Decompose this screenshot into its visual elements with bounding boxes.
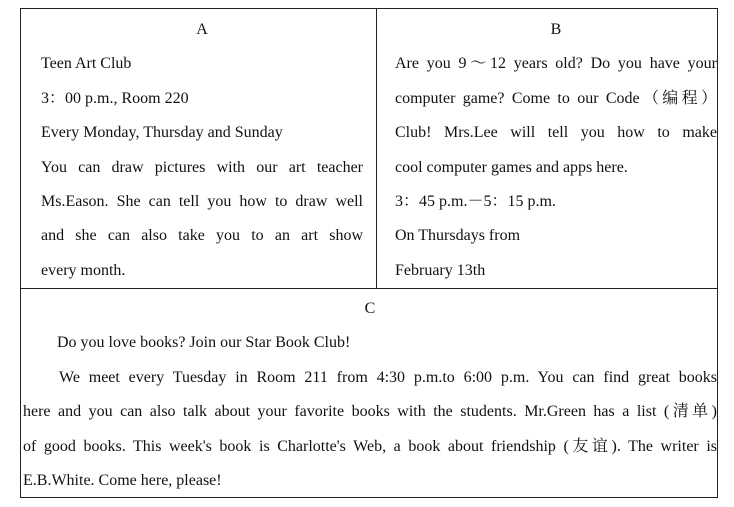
passage-c-heading: C <box>364 300 376 317</box>
passage-a-days: Every Monday, Thursday and Sunday <box>41 124 283 142</box>
passage-a-text-line: Ms.Eason. She can tell you how to draw well <box>41 193 363 211</box>
passage-b-text-line: computer game? Come to our Code（编程） <box>395 89 717 107</box>
passage-c-text-line: here and you can also talk about your favorite books with the students. Mr.Green has a list (清单) <box>23 403 717 421</box>
passage-a-cell <box>41 13 363 288</box>
passage-c-cell <box>23 292 717 498</box>
passage-c-text-line: of good books. This week's book is Charlotte's Web, a book about friendship (友谊). The writer is <box>23 437 717 455</box>
passage-b-text-line: Are you 9～12 years old? Do you have your <box>395 55 717 73</box>
passage-b-date: February 13th <box>395 261 486 279</box>
passage-b-heading: B <box>550 21 562 38</box>
column-divider <box>376 9 377 288</box>
passage-b-day: On Thursdays from <box>395 227 521 245</box>
passage-c-text-line: We meet every Tuesday in Room 211 from 4:30 p.m.to 6:00 p.m. You can find great books <box>59 368 717 386</box>
passage-a-time-room: 3：00 p.m., Room 220 <box>41 89 189 107</box>
passage-a-text-line: You can draw pictures with our art teacher <box>41 158 363 176</box>
passage-b-text-line: cool computer games and apps here. <box>395 158 628 176</box>
passage-b-text-line: Club! Mrs.Lee will tell you how to make <box>395 124 717 142</box>
notice-table <box>20 8 718 498</box>
passage-b-time: 3：45 p.m.－5：15 p.m. <box>395 193 556 211</box>
passage-b-cell <box>395 13 717 288</box>
passage-a-club-name: Teen Art Club <box>41 55 132 73</box>
passage-a-heading: A <box>196 21 208 38</box>
passage-a-text-line: every month. <box>41 261 126 279</box>
passage-c-text-line: Do you love books? Join our Star Book Club! <box>57 334 351 352</box>
passage-a-text-line: and she can also take you to an art show <box>41 227 363 245</box>
passage-c-text-line: E.B.White. Come here, please! <box>23 472 222 490</box>
